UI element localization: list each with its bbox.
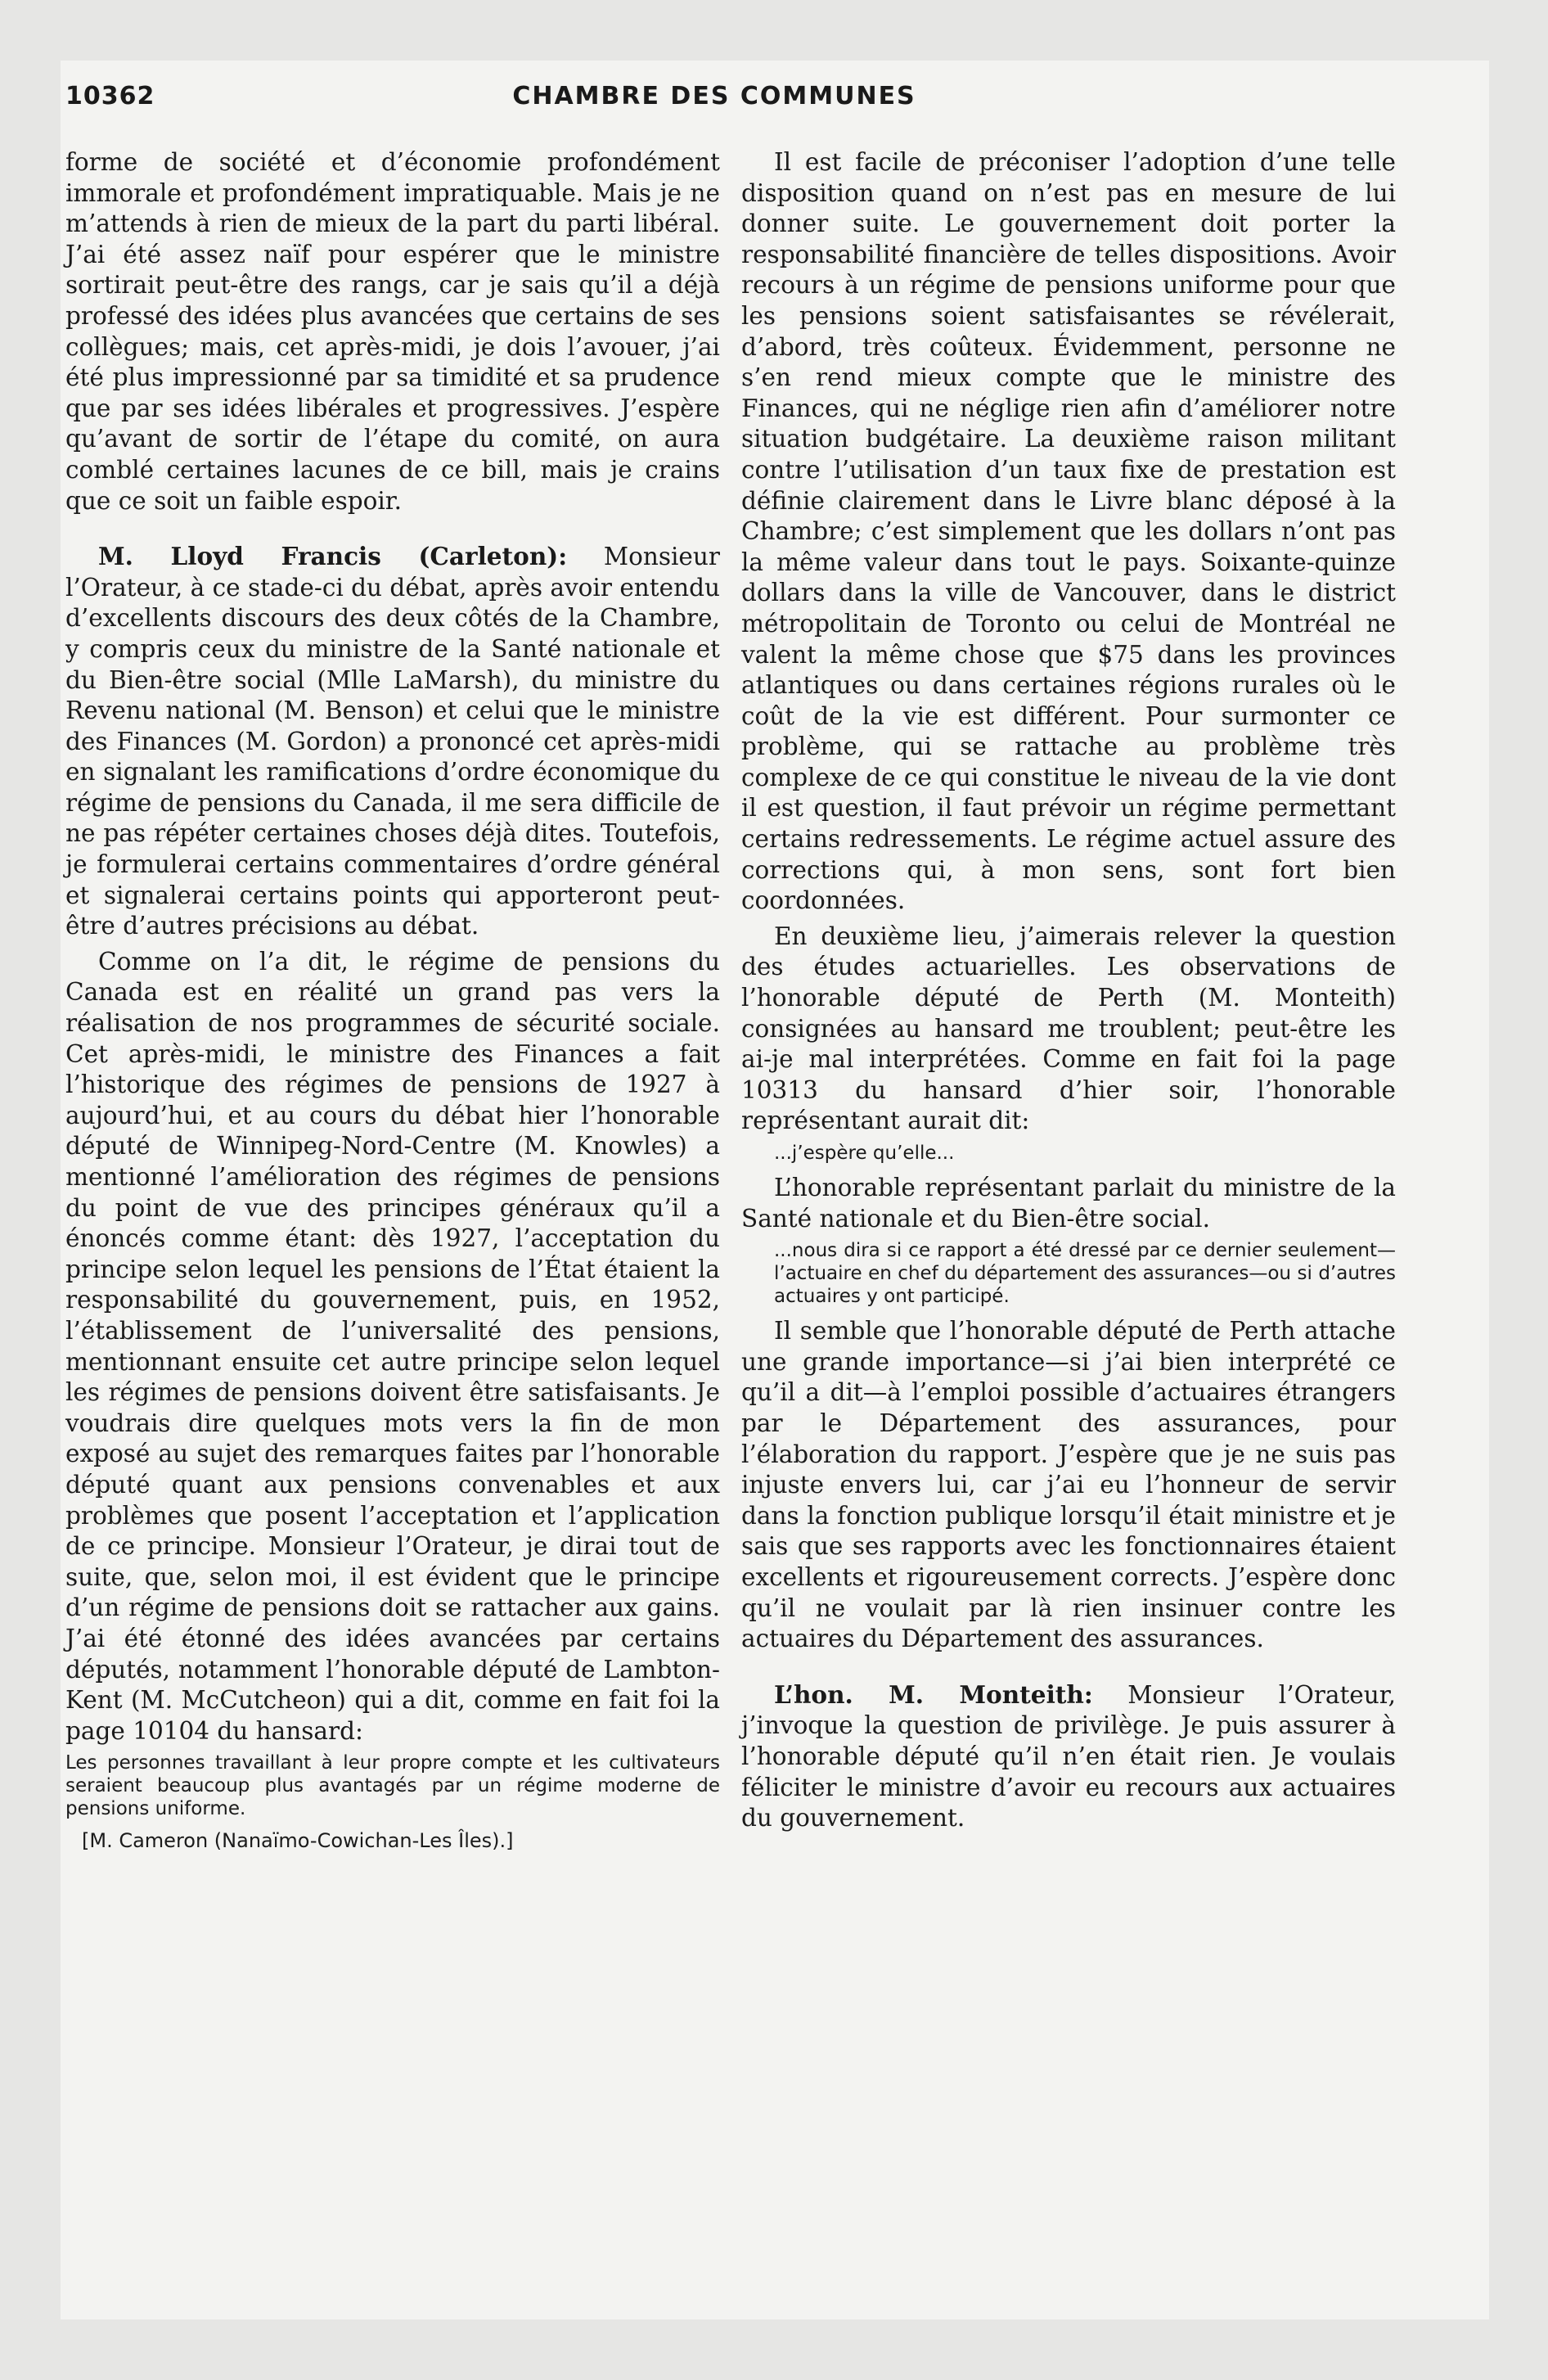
speech-text: Monsieur l’Orateur, j’invoque la question de privilège. Je puis assurer à l’honorable député qu’il n’en était rien. Je voulais féliciter le ministre d’avoir eu recours aux actuaires du gouvernement. (741, 1680, 1396, 1832)
paragraph: Il semble que l’honorable député de Perth attache une grande importance—si j’ai bien interprété ce qu’il a dit—à l’emploi possible d’actuaires étrangers par le Département des assurances, pour l’élaboration du rapport. J’espère que je ne suis pas injuste envers lui, car j’ai eu l’honneur de servir dans la fonction publique lorsqu’il était ministre et je sais que ses rapports avec les fonctionnaires étaient excellents et rigoureusement corrects. J’espère donc qu’il ne voulait par là rien insinuer contre les actuaires du Département des assurances. (741, 1317, 1396, 1653)
paragraph: forme de société et d’économie profondément immorale et profondément impratiquable. Mais je ne m’attends à rien de mieux de la part du parti libéral. J’ai été assez naïf pour espérer que le ministre sortirait peut-être des rangs, car je sais qu’il a déjà professé des idées plus avancées que certains de ses collègues; mais, cet après-midi, je dois l’avouer, j’ai été plus impressionné par sa timidité et sa prudence que par ses idées libérales et progressives. J’espère qu’avant de sortir de l’étape du comité, on aura comblé certaines lacunes de ce bill, mais je crains que ce soit un faible espoir. (65, 148, 720, 515)
paragraph: Comme on l’a dit, le régime de pensions du Canada est en réalité un grand pas vers la réalisation de nos programmes de sécurité sociale. Cet après-midi, le ministre des Finances a fait l’historique des régimes de pensions de 1927 à aujourd’hui, et au cours du débat hier l’honorable député de Winnipeg-Nord-Centre (M. Knowles) a mentionné l’amélioration des régimes de pensions du point de vue des principes généraux qu’il a énoncés comme étant: dès 1927, l’acceptation du principe selon lequel les pensions de l’État étaient la responsabilité du gouvernement, puis, en 1952, l’établissement de l’universalité des pensions, mentionnant ensuite cet autre principe selon lequel les régimes de pensions doivent être satisfaisants. Je voudrais dire quelques mots vers la fin de mon exposé au sujet des remarques faites par l’honorable député quant aux pensions convenables et aux problèmes que posent l’acceptation et l’application de ce principe. Monsieur l’Orateur, je dirai tout de suite, que, selon moi, il est évident que le principe d’un régime de pensions doit se rattacher aux gains. J’ai été étonné des idées avancées par certains députés, notamment l’honorable député de Lambton-Kent (M. McCutcheon) qui a dit, comme en fait foi la page 10104 du hansard: (65, 947, 720, 1745)
paragraph: L’honorable représentant parlait du ministre de la Santé nationale et du Bien-être social. (741, 1174, 1396, 1233)
right-column (741, 147, 1396, 1839)
speech-text: Monsieur l’Orateur, à ce stade-ci du débat, après avoir entendu d’excellents discours des deux côtés de la Chambre, y compris ceux du ministre de la Santé nationale et du Bien-être social (Mlle LaMarsh), du ministre du Revenu national (M. Benson) et celui que le ministre des Finances (M. Gordon) a prononcé cet après-midi en signalant les ramifications d’ordre économique du régime de pensions du Canada, il me sera difficile de ne pas répéter certaines choses déjà dites. Toutefois, je formulerai certains commentaires d’ordre général et signalerai certains points qui apporteront peut-être d’autres précisions au débat. (65, 543, 720, 940)
block-quote: Les personnes travaillant à leur propre compte et les cultivateurs seraient beaucoup plus avantagés par un régime moderne de pensions uniforme. (65, 1752, 720, 1820)
paragraph: En deuxième lieu, j’aimerais relever la question des études actuarielles. Les observations de l’honorable député de Perth (M. Monteith) consignées au hansard me troublent; peut-être les ai-je mal interprétées. Comme en fait foi la page 10313 du hansard d’hier soir, l’honorable représentant aurait dit: (741, 922, 1396, 1135)
speaker-name: L’hon. M. Monteith: (774, 1679, 1093, 1709)
block-quote: ...j’espère qu’elle... (774, 1143, 955, 1164)
speech-paragraph (741, 1679, 1396, 1834)
page-number: 10362 (65, 82, 155, 110)
block-quote: ...nous dira si ce rapport a été dressé par ce dernier seulement—l’actuaire en chef du département des assurances—ou si d’autres actuaires y ont participé. (774, 1240, 1396, 1308)
attribution: [M. Cameron (Nanaïmo-Cowichan-Les Îles).] (82, 1829, 514, 1853)
running-head: CHAMBRE DES COMMUNES (512, 82, 916, 110)
left-column (65, 147, 720, 1853)
speaker-name: M. Lloyd Francis (Carleton): (98, 542, 568, 571)
paragraph: Il est facile de préconiser l’adoption d’une telle disposition quand on n’est pas en mesure de lui donner suite. Le gouvernement doit porter la responsabilité financière de telles dispositions. Avoir recours à un régime de pensions uniforme pour que les pensions soient satisfaisantes se révélerait, d’abord, très coûteux. Évidemment, personne ne s’en rend mieux compte que le ministre des Finances, qui ne néglige rien afin d’améliorer notre situation budgétaire. La deuxième raison militant contre l’utilisation d’un taux fixe de prestation est définie clairement dans le Livre blanc déposé à la Chambre; c’est simplement que les dollars n’ont pas la même valeur dans tout le pays. Soixante-quinze dollars dans la ville de Vancouver, dans le district métropolitain de Toronto ou celui de Montréal ne valent la même chose que $75 dans les provinces atlantiques ou dans certaines régions rurales où le coût de la vie est différent. Pour surmonter ce problème, qui se rattache au problème très complexe de ce qui constitue le niveau de la vie dont il est question, il faut prévoir un régime permettant certains redressements. Le régime actuel assure des corrections qui, à mon sens, sont fort bien coordonnées. (741, 148, 1396, 915)
speech-paragraph (65, 541, 720, 942)
page-header (65, 82, 1363, 128)
